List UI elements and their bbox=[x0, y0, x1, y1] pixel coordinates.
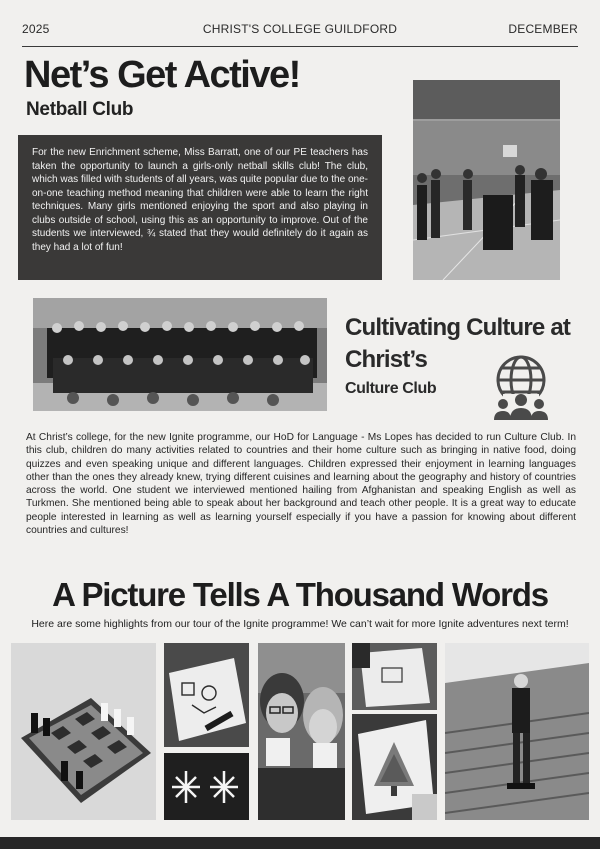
gallery-teachers-photo bbox=[258, 643, 345, 820]
gallery-chess-photo bbox=[11, 643, 156, 820]
school-name: CHRIST'S COLLEGE GUILDFORD bbox=[202, 22, 398, 36]
issue-month: DECEMBER bbox=[508, 22, 578, 36]
footer-bar bbox=[0, 837, 600, 849]
gallery-caption: Here are some highlights from our tour of the Ignite programme! We can’t wait for more Ignite adventures next term! bbox=[31, 618, 569, 630]
gallery-tree-card-photo bbox=[352, 714, 437, 820]
header-divider bbox=[22, 46, 578, 47]
culture-article-body: At Christ’s college, for the new Ignite programme, our HoD for Language - Ms Lopes has decided to run Culture Club. In this club, children do many activities related to countries and their home culture such as bringing in native food, doing quizzes and even speaking unique and different languages. Children expressed their enjoyment in learning languages other than the ones they already knew, trying different cuisines and learning about the geography and history of countries across the world. One student we interviewed mentioned hailing from Afghanistan and speaking English as well as Turkmen. She mentioned being able to speak about her background and teach other people. It is a great way to educate people interested in learning as well as learning yourself especially if you have a passion for knowing about different countries and cultures! bbox=[26, 432, 576, 537]
culture-subheading: Culture Club bbox=[345, 380, 437, 397]
netball-hall-photo bbox=[413, 80, 560, 280]
gallery-card-photo bbox=[352, 643, 437, 710]
issue-year: 2025 bbox=[22, 22, 50, 36]
culture-headline: Cultivating Culture at Christ’s bbox=[345, 314, 571, 373]
globe-people-icon bbox=[489, 354, 553, 420]
gallery-ski-slope-photo bbox=[445, 643, 589, 820]
netball-subheading: Netball Club bbox=[26, 99, 134, 120]
gallery-snowflake-photo bbox=[164, 753, 249, 820]
netball-team-photo bbox=[33, 298, 327, 411]
gallery-drawing-photo bbox=[164, 643, 249, 747]
netball-article-box: For the new Enrichment scheme, Miss Barratt, one of our PE teachers has taken the opportunity to launch a girls-only netball skills club! The club, which was filled with students of all years, was quite popular due to the one-on-one teaching method meaning that children were able to learn the right techniques. Many girls mentioned enjoying the sport and also playing in clubs outside of school, using this as an opportunity to improve. Out of the students we interviewed, ¾ stated that they would definitely do it again as they had a lot of fun! bbox=[18, 135, 382, 280]
gallery-headline: A Picture Tells A Thousand Words bbox=[52, 576, 548, 613]
netball-headline: Net’s Get Active! bbox=[24, 54, 300, 96]
